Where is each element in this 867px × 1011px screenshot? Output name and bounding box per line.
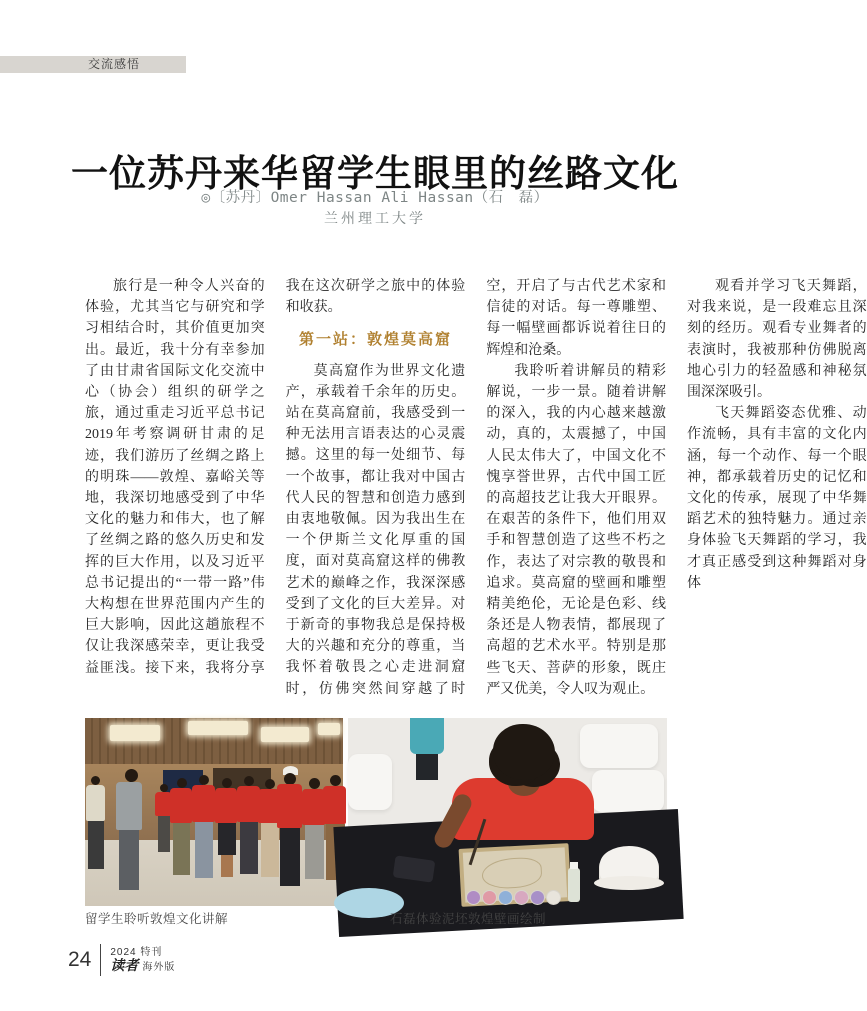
footer-divider xyxy=(100,944,101,976)
body-paragraph: 莫高窟作为世界文化遗产，承载着千余年的历史。站在莫高窟前，我感受到一种无法用言语表达的心灵震撼。这里的每一处细节、每一个故事，都让我对中国古代人民的智慧和创造力感到由衷地敬佩。因为我出生在一个伊斯兰文化厚重的国度，面对莫高窟这样的佛教艺术的巅峰之作，我深深感受到了文化的巨大差异。对于新奇的事物我总是保持极大的兴趣和充分的尊重，当我怀着敬畏之心走进洞窟时，仿佛突然间穿越了时空，开启了与古代艺术家和信徒的对话。每一尊雕塑、每一幅壁画都诉说着往日的辉煌和沧桑。 xyxy=(285,279,666,697)
intro-paragraph: 旅行是一种令人兴奋的体验，尤其当它与研究和学习相结合时，其价值更加突出。最近，我十分有幸参加了由甘肃省国际文化交流中心（协会）组织的研学之旅，通过重走习近平总书记2019年考察调研甘肃的足迹，我们游历了丝绸之路上的明珠——敦煌、嘉峪关等地，我深切地感受到了中华文化的魅力和伟大，也了解了丝绸之路的悠久历史和发挥的巨大作用，以及习近平总书记提出的“一带一路”伟大构想在世界范围内产生的巨大影响，因此这趟旅程不仅让我深感荣幸，更让我受益匪浅。接下来，我将分享我在这次研学之旅中的体验和收获。 xyxy=(85,279,466,676)
white-cap-brim xyxy=(594,876,664,890)
person-figure-background xyxy=(410,718,444,754)
draped-chair xyxy=(580,724,658,768)
paint-cup xyxy=(482,890,497,905)
ceiling-light xyxy=(110,725,160,741)
section-heading: 第一站：敦煌莫高窟 xyxy=(298,331,452,349)
footer-meta xyxy=(110,946,175,975)
student-curly-hair xyxy=(493,724,555,780)
article-title: 一位苏丹来华留学生眼里的丝路文化 xyxy=(71,153,679,195)
person-figure-legs xyxy=(416,754,438,780)
paint-cup xyxy=(498,890,513,905)
paint-cup xyxy=(530,890,545,905)
ceiling-light xyxy=(188,721,248,735)
draped-chair xyxy=(348,754,392,810)
body-paragraph: 我聆听着讲解员的精彩解说，一步一景。随着讲解的深入，我的内心越来越激动，真的，太震撼了，中国人民太伟大了，中国文化不愧享誉世界，古代中国工匠的高超技艺让我大开眼界。在艰苦的条件下，他们用双手和智慧创造了这些不朽之作，表达了对宗教的敬畏和追求。莫高窟的壁画和雕塑精美绝伦，无论是色彩、线条还是人物表情，都展现了高超的艺术水平。特别是那些飞天、菩萨的形象，既庄严又优美，令人叹为观止。 xyxy=(486,363,666,697)
brand-line xyxy=(110,960,175,975)
ceiling-light xyxy=(318,723,340,735)
article-body xyxy=(85,276,867,701)
glue-bottle xyxy=(568,868,580,902)
photo-caption-right: 石磊体验泥坯敦煌壁画绘制 xyxy=(390,912,547,926)
article-byline: ◎〔苏丹〕Omer Hassan Ali Hassan（石 磊） xyxy=(201,190,549,206)
draped-chair xyxy=(592,770,664,812)
photo-mural-painting xyxy=(348,718,667,906)
glue-bottle-cap xyxy=(570,862,578,869)
edition-label: 2024 特刊 xyxy=(110,946,163,958)
article-affiliation: 兰州理工大学 xyxy=(324,212,426,227)
category-tag: 交流感悟 xyxy=(0,56,186,73)
brand-edition: 海外版 xyxy=(142,961,176,973)
paint-cup xyxy=(546,890,561,905)
page-footer xyxy=(68,944,175,976)
photo-caption-left: 留学生聆听敦煌文化讲解 xyxy=(85,912,229,926)
paint-cup xyxy=(514,890,529,905)
paint-cup xyxy=(466,890,481,905)
body-paragraph: 飞天舞蹈姿态优雅、动作流畅，具有丰富的文化内涵，每一个动作、每一个眼神，都承载着历史的记忆和文化的传承，展现了中华舞蹈艺术的独特魅力。通过亲身体验飞天舞蹈的学习，我才真正感受到这种舞蹈对身体 xyxy=(686,406,867,591)
brand-logo: 读者 xyxy=(110,958,139,974)
body-paragraph: 观看并学习飞天舞蹈，对我来说，是一段难忘且深刻的经历。观看专业舞者的表演时，我被那种仿佛脱离地心引力的轻盈感和神秘氛围深深吸引。 xyxy=(686,279,867,401)
photo-students-listening xyxy=(85,718,343,906)
mural-sketch xyxy=(481,857,542,890)
page-number: 24 xyxy=(68,948,92,971)
ceiling-light xyxy=(261,727,309,742)
